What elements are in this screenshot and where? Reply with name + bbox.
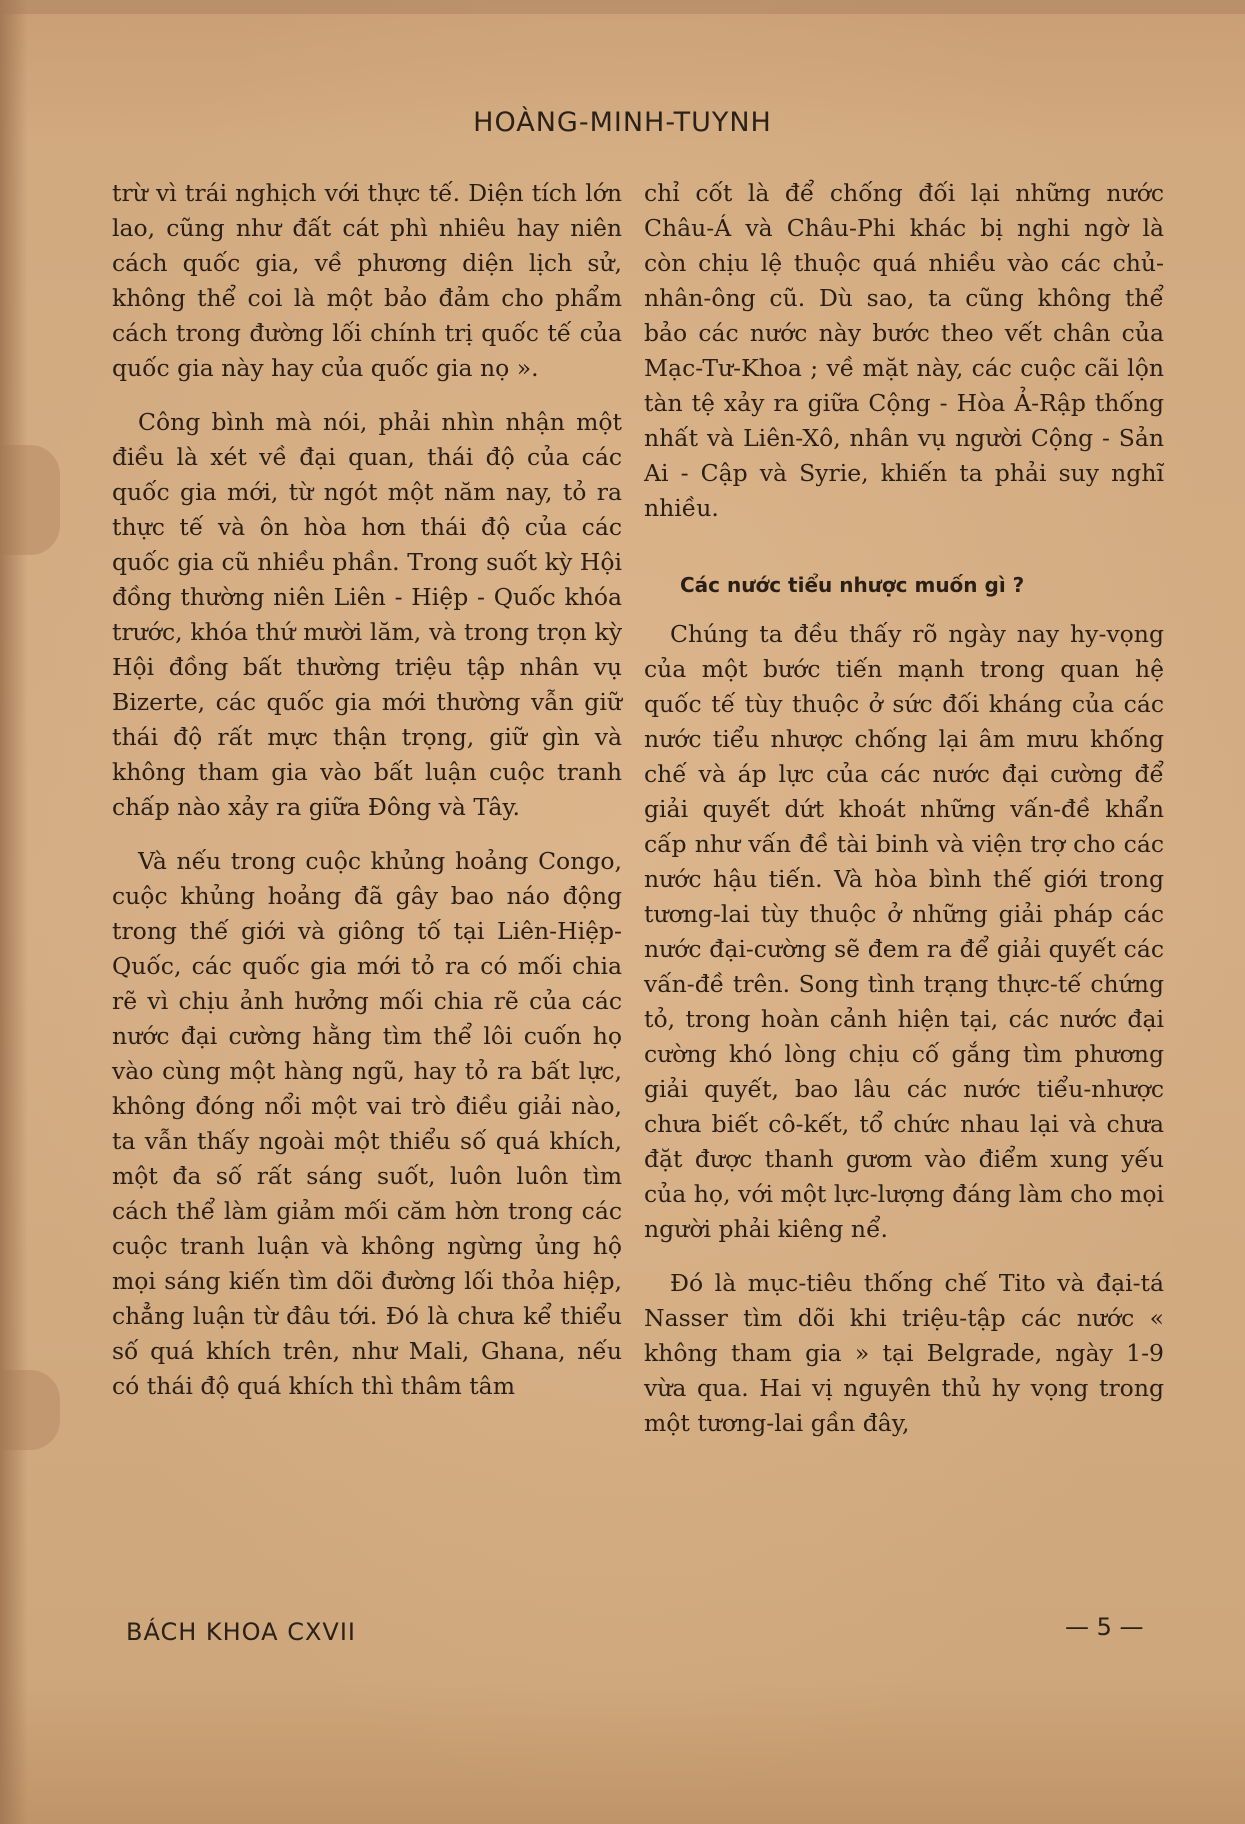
- paragraph: Đó là mục-tiêu thống chế Tito và đại-tá Nasser tìm dõi khi triệu-tập các nước « không tham gia » tại Belgrade, ngày 1-9 vừa qua. Hai vị nguyên thủ hy vọng trong một tương-lai gần đây,: [644, 1269, 1164, 1437]
- section-heading: Các nước tiểu nhược muốn gì ?: [680, 573, 1025, 597]
- paragraph: Chúng ta đều thấy rõ ngày nay hy-vọng của một bước tiến mạnh trong quan hệ quốc tế tùy thuộc ở sức đối kháng của các nước tiểu nhược chống lại âm mưu khống chế và áp lực của các nước đại cường để giải quyết dứt khoát những vấn-đề khẩn cấp như vấn đề tài binh và viện trợ cho các nước hậu tiến. Và hòa bình thế giới trong tương-lai tùy thuộc ở những giải pháp các nước đại-cường sẽ đem ra để giải quyết các vấn-đề trên. Song tình trạng thực-tế chứng tỏ, trong hoàn cảnh hiện tại, các nước đại cường khó lòng chịu cố gắng tìm phương giải quyết, bao lâu các nước tiểu-nhược chưa biết cô-kết, tổ chức nhau lại và chưa đặt được thanh gươm vào điểm xung yếu của họ, với một lực-lượng đáng làm cho mọi người phải kiêng nể.: [644, 620, 1164, 1243]
- right-column: [644, 176, 1164, 1460]
- page-tear: [0, 1370, 60, 1450]
- paragraph: Công bình mà nói, phải nhìn nhận một điều là xét về đại quan, thái độ của các quốc gia mới, từ ngót một năm nay, tỏ ra thực tế và ôn hòa hơn thái độ của các quốc gia cũ nhiều phần. Trong suốt kỳ Hội đồng thường niên Liên - Hiệp - Quốc khóa trước, khóa thứ mười lăm, và trong trọn kỳ Hội đồng bất thường triệu tập nhân vụ Bizerte, các quốc gia mới thường vẫn giữ thái độ rất mực thận trọng, giữ gìn và không tham gia vào bất luận cuộc tranh chấp nào xảy ra giữa Đông và Tây.: [112, 408, 622, 821]
- paragraph: trừ vì trái nghịch với thực tế. Diện tích lớn lao, cũng như đất cát phì nhiêu hay niên cách quốc gia, về phương diện lịch sử, không thể coi là một bảo đảm cho phẩm cách trong đường lối chính trị quốc tế của quốc gia này hay của quốc gia nọ ».: [112, 179, 622, 382]
- publication-footer: BÁCH KHOA CXVII: [126, 1618, 356, 1646]
- page-tear: [0, 445, 60, 555]
- running-header: HOÀNG-MINH-TUYNH: [473, 107, 772, 138]
- paragraph: Và nếu trong cuộc khủng hoảng Congo, cuộc khủng hoảng đã gây bao náo động trong thế giới và giông tố tại Liên-Hiệp-Quốc, các quốc gia mới tỏ ra có mối chia rẽ vì chịu ảnh hưởng mối chia rẽ của các nước đại cường hằng tìm thể lôi cuốn họ vào cùng một hàng ngũ, hay tỏ ra bất lực, không đóng nổi một vai trò điều giải nào, ta vẫn thấy ngoài một thiểu số quá khích, một đa số rất sáng suốt, luôn luôn tìm cách thể làm giảm mối căm hờn trong các cuộc tranh luận và không ngừng ủng hộ mọi sáng kiến tìm dõi đường lối thỏa hiệp, chẳng luận từ đâu tới. Đó là chưa kể thiểu số quá khích trên, như Mali, Ghana, nếu có thái độ quá khích thì thâm tâm: [112, 847, 622, 1400]
- paragraph: chỉ cốt là để chống đối lại những nước Châu-Á và Châu-Phi khác bị nghi ngờ là còn chịu lệ thuộc quá nhiều vào các chủ-nhân-ông cũ. Dù sao, ta cũng không thể bảo các nước này bước theo vết chân của Mạc-Tư-Khoa ; về mặt này, các cuộc cãi lộn tàn tệ xảy ra giữa Cộng - Hòa Ả-Rập thống nhất và Liên-Xô, nhân vụ người Cộng - Sản Ai - Cập và Syrie, khiến ta phải suy nghĩ nhiều.: [644, 179, 1164, 522]
- left-column: [112, 176, 622, 1423]
- page-number: — 5 —: [1065, 1613, 1144, 1641]
